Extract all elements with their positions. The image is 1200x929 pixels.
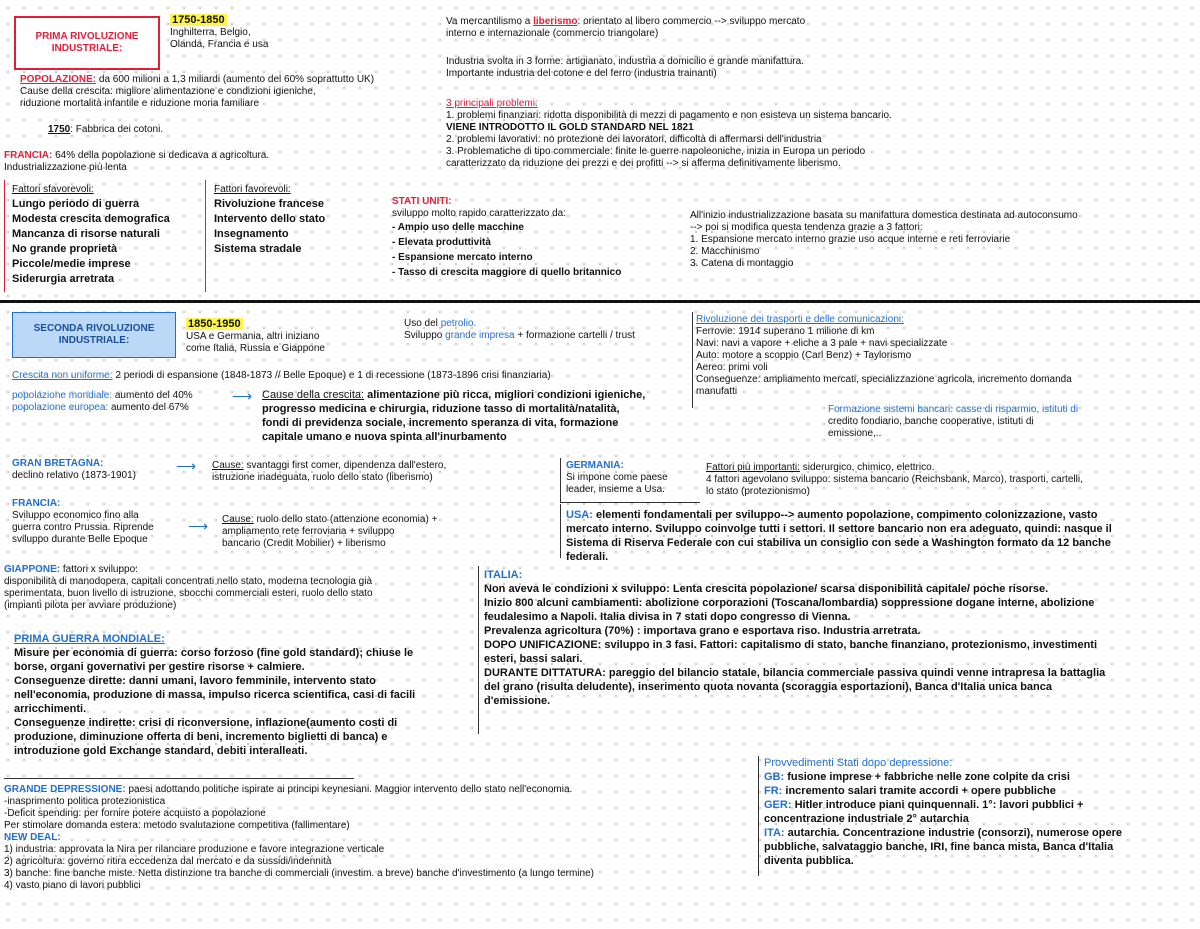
sviluppo-text: + formazione cartelli / trust [517,330,635,341]
year-1750-label: 1750 [48,124,71,135]
fr-line-3: sviluppo durante Belle Epoque [12,534,148,545]
mercant-line-2: interno e internazionale (commercio triangolare) [446,28,659,39]
fav-item-3: Insegnamento [214,228,289,240]
industria-block [446,56,804,80]
cause-line-2: progresso medicina e chirurgia, riduzione tasso di mortalità/natalità, [262,403,620,415]
industria-line-1: Industria svolta in 3 forme: artigianato, industria a domicilio e grande manifattura. [446,56,804,67]
pop-growth-block [12,390,193,414]
gb-cause-block [212,460,446,484]
prov-label-2: FR: [764,785,783,797]
banc-line-1: Formazione sistemi bancari: casse di risparmio, istituti di [828,404,1079,415]
jp-line-3: (impianti pilota per avviare produzione) [4,600,177,611]
francia-text: 64% della popolazione si dedicava a agricoltura. [55,150,270,161]
prov-title: Provvedimenti Stati dopo depressione: [764,757,953,769]
banc-block [828,404,1078,440]
usa-first-item-1: - Ampio uso delle macchine [392,222,524,233]
popolazione-block [20,74,374,110]
manif-line-3: 1. Espansione mercato interno grazie uso acque interne e reti ferroviarie [690,234,1011,245]
mercantilismo-block [446,16,805,40]
francia-label: FRANCIA: [4,150,53,161]
fav-title: Fattori favorevoli: [214,184,291,195]
it-block [484,568,1105,708]
trasporti-line-5: Conseguenze: ampliamento mercati, specializzazione agricola, incremento domanda [696,374,1072,385]
banc-line-3: emissione,.. [828,428,882,439]
gd-line-2: -Deficit spending: per fornire potere acquisto a popolazione [4,808,266,819]
fav-item-4: Sistema stradale [214,243,302,255]
trasporti-divider [692,312,693,408]
petrolio-block [404,318,635,342]
second-dates: 1850-1950 [188,318,241,330]
ww1-line-6: Conseguenze indirette: crisi di riconversione, inflazione(aumento costi di [14,717,398,729]
year-1750-block [48,124,163,136]
manif-line-2: --> poi si modifica questa tendenza grazie a 3 fattori: [690,222,923,233]
sfav-item-4: No grande proprietà [12,243,118,255]
pop-eur-label: popolazione europea: [12,402,109,413]
ww1-underline [4,778,354,779]
jp-title: GIAPPONE: [4,564,61,575]
prov-label-1: GB: [764,771,785,783]
ww1-title: PRIMA GUERRA MONDIALE: [14,633,165,645]
fr-title: FRANCIA: [12,498,61,509]
de-block [566,460,668,496]
de-title: GERMANIA: [566,460,624,471]
it-line-5: DOPO UNIFICAZIONE: sviluppo in 3 fasi. Fattori: capitalismo di stato, banche finanziano, protezionismo, investimenti [484,639,1098,651]
problemi-block [446,98,892,170]
it-divider [478,566,479,734]
usa-second-line-4: federali. [566,551,609,563]
fr-cause-line-1: ruolo dello stato (attenzione economia) + [256,514,438,525]
sfav-list [12,182,170,287]
manifattura-block [690,210,1078,270]
it-title: ITALIA: [484,569,523,581]
trasporti-line-1: Ferrovie: 1914 superano 1 milione di km [696,326,875,337]
gb-text: declino relativo (1873-1901) [12,470,136,481]
jp-line-1: disponibilità di manodopera, capitali concentrati nello stato, moderna tecnologia già [4,576,373,587]
fr-cause-line-2: ampliamento rete ferroviaria + sviluppo [222,526,395,537]
trasporti-block [696,314,1072,398]
it-line-3: feudalesimo a Napoli. Italia divisa in 7 stati dopo congresso di Vienna. [484,611,851,623]
prov-block [764,756,1122,868]
trasporti-title: Rivoluzione dei trasporti e delle comunicazioni: [696,314,904,325]
prov-label-3: GER: [764,799,792,811]
manif-line-4: 2. Macchinismo [690,246,760,257]
prov-label-5: ITA: [764,827,785,839]
usa-second-line-3: Sistema di Riserva Federale con cui stabiliva un consiglio con sede a Washington formato da 12 banche [566,537,1111,549]
prov-text-6: pubbliche, salvataggio banche, IRI, fine banca mista, Banca d'Italia [764,841,1114,853]
de-fatt-line-3: lo stato (protezionismo) [706,486,810,497]
usa-first-block [392,196,621,280]
francia-block [4,150,269,174]
problemi-title: 3 principali problemi: [446,98,538,109]
nd-line-4: 4) vasto piano di lavori pubblici [4,880,141,891]
de-divider [560,458,561,502]
de-fattori-block [706,462,1083,498]
manif-line-5: 3. Catena di montaggio [690,258,794,269]
gd-block [4,784,594,892]
de-fatt-line-1: siderurgico, chimico, elettrico. [802,462,935,473]
uso-petrolio: petrolio. [440,318,477,329]
ww1-line-1: Misure per economia di guerra: corso forzoso (fine gold standard); chiuse le [14,647,414,659]
sfav-item-2: Modesta crescita demografica [12,213,170,225]
usa-second-block [566,508,1112,564]
sviluppo-label: Sviluppo [404,330,443,341]
gb-cause-line-2: istruzione inadeguata, ruolo dello stato (liberismo) [212,472,433,483]
usa-first-item-2: - Elevata produttività [392,237,491,248]
usa-second-line-1: elementi fondamentali per sviluppo--> aumento popolazione, compimento colonizzazione, vasto [595,509,1098,521]
crescita-label: Crescita non uniforme: [12,370,113,381]
gb-cause-line-1: svantaggi first comer, dipendenza dall'estero, [246,460,447,471]
first-countries-1: Inghilterra, Belgio, [170,27,251,38]
usa-first-item-4: - Tasso di crescita maggiore di quello britannico [392,267,622,278]
it-line-7: DURANTE DITTATURA: pareggio del bilancio statale, bilancia commerciale passiva quindi venne intrapresa la battaglia [484,667,1106,679]
it-line-1: Non aveva le condizioni x sviluppo: Lenta crescita popolazione/ scarsa disponibilità capitale/ poche risorse. [484,583,1049,595]
cause-line-4: capitale umano e nuova spinta all'inurbamento [262,431,507,443]
ww1-line-8: introduzione gold Exchange standard, debiti interalleati. [14,745,308,757]
fr-line-1: Sviluppo economico fino alla [12,510,139,521]
popolazione-line-2: riduzione mortalità infantile e riduzione moria familiare [20,98,259,109]
trasporti-line-4: Aereo: primi voli [696,362,768,373]
sviluppo-grande-impresa: grande impresa [445,330,515,341]
first-revolution-title: PRIMA RIVOLUZIONE INDUSTRIALE: [35,31,139,54]
it-line-9: d'emissione. [484,695,551,707]
fr-cause-label: Cause: [222,514,254,525]
prov-text-1: fusione imprese + fabbriche nelle zone colpite da crisi [787,771,1070,783]
de-fatt-label: Fattori più importanti: [706,462,800,473]
gd-line-1: -inasprimento politica protezionistica [4,796,166,807]
gb-cause-label: Cause: [212,460,244,471]
fav-item-1: Rivoluzione francese [214,198,325,210]
cause-label: Cause della crescita: [262,389,365,401]
problemi-line-2: VIENE INTRODOTTO IL GOLD STANDARD NEL 1821 [446,122,694,133]
fr-line-2: guerra contro Prussia. Riprende [12,522,154,533]
popolazione-line-1: Cause della crescita: migliore alimentazione e condizioni igieniche, [20,86,316,97]
fr-cause-block [222,514,437,550]
prov-text-7: diventa pubblica. [764,855,854,867]
mercant-liberismo: liberismo [533,16,578,27]
de-line-2: leader, insieme a Usa. [566,484,665,495]
banc-line-2: credito fondiario, banche cooperative, istituti di [828,416,1034,427]
it-line-2: Inizio 800 alcuni cambiamenti: abolizione corporazioni (Toscana/lombardia) soppressione dogane interne, abolizione [484,597,1095,609]
prov-text-5: autarchia. Concentrazione industrie (consorzi), numerose opere [787,827,1122,839]
sfav-divider [4,180,5,292]
sfav-item-5: Piccole/medie imprese [12,258,131,270]
cause-line-3: fondi di previdenza sociale, incremento speranza di vita, formazione [262,417,619,429]
problemi-line-3: 2. problemi lavorativi: no protezione dei lavoratori, difficoltà di affermarsi dell'industria [446,134,822,145]
prov-text-3: Hitler introduce piani quinquennali. 1°: lavori pubblici + [794,799,1084,811]
popolazione-text: da 600 milioni a 1,3 miliardi (aumento del 60% soprattutto UK) [98,74,375,85]
ww1-line-4: nell'economia, produzione di massa, impulso ricerca scientifica, casi di facili [14,689,416,701]
nd-line-2: 2) agricoltura: governo ritira eccedenza dal mercato e da sussidi/indennità [4,856,332,867]
nd-title: NEW DEAL: [4,832,61,843]
crescita-text: 2 periodi di espansione (1848-1873 // Belle Epoque) e 1 di recessione (1873-1896 crisi finanziaria) [115,370,551,381]
usa-first-title: STATI UNITI: [392,196,452,207]
prov-text-2: incremento salari tramite accordi + opere pubbliche [785,785,1056,797]
second-revolution-title: SECONDA RIVOLUZIONE INDUSTRIALE: [33,323,155,346]
fr-cause-line-3: bancario (Credit Mobilier) + liberismo [222,538,386,549]
ww1-block [14,632,415,758]
fr-arrow-icon: ⟶ [188,518,209,534]
second-dates-block [186,318,325,355]
first-dates-block [170,14,268,51]
jp-head: fattori x sviluppo: [62,564,138,575]
uso-label: Uso del [404,318,438,329]
de-fatt-line-2: 4 fattori agevolano sviluppo: sistema bancario (Reichsbank, Marco), trasporti, cartelli, [706,474,1083,485]
cause-arrow-icon: ⟶ [232,388,253,404]
prov-text-4: concentrazione industriale 2° autarchia [764,813,969,825]
section-divider [0,300,1200,303]
de-line-1: Si impone come paese [566,472,668,483]
first-revolution-title-box [14,16,160,70]
it-line-4: Prevalenza agricoltura (70%) : importava grano e esportava riso. Industria arretrata. [484,625,921,637]
jp-block [4,564,373,612]
jp-line-2: sperimentata, buon livello di istruzione, sbocchi commerciali esteri, ruolo dello stato [4,588,373,599]
usa-divider [560,504,561,558]
trasporti-line-3: Auto: motore a scoppio (Carl Benz) + Taylorismo [696,350,912,361]
fav-list [214,182,325,257]
sfav-title: Fattori sfavorevoli: [12,184,94,195]
gd-title: GRANDE DEPRESSIONE: [4,784,126,795]
it-line-6: esteri, bassi salari. [484,653,583,665]
sfav-item-6: Siderurgia arretrata [12,273,115,285]
de-divider-bottom [560,502,700,503]
mercant-c: : orientato al libero commercio --> sviluppo mercato [577,16,806,27]
gb-block [12,458,136,482]
nd-line-1: 1) industria: approvata la Nira per rilanciare produzione e favore integrazione verticale [4,844,385,855]
it-line-8: del grano (risulta deludente), inserimento quota novanta (scoraggia esportazioni), Banca d'Italia unica banca [484,681,1052,693]
pop-mond-label: popolazione mondiale: [12,390,113,401]
second-countries-1: USA e Germania, altri iniziano [186,331,320,342]
cause-crescita-block [262,388,645,444]
ww1-line-7: produzione, diminuzione offerta di beni, incremento biglietti di banca) e [14,731,388,743]
trasporti-line-6: manufatti [696,386,738,397]
problemi-line-5: caratterizzato da riduzione dei prezzi e dei profitti --> si afferma definitivamente liberismo. [446,158,841,169]
fav-item-2: Intervento dello stato [214,213,326,225]
problemi-line-4: 3. Problematiche di tipo commerciale: finite le guerre napoleoniche, inizia in Europa un periodo [446,146,866,157]
first-countries-2: Olanda, Francia e usa [170,39,269,50]
crescita-block [12,370,551,382]
sfav-item-1: Lungo periodo di guerra [12,198,140,210]
gd-line-3: Per stimolare domanda estera: metodo svalutazione competitiva (fallimentare) [4,820,350,831]
mercant-a: Va mercantilismo a [446,16,531,27]
popolazione-label: POPOLAZIONE: [20,74,97,85]
year-1750-text: : Fabbrica dei cotoni. [70,124,164,135]
cause-line-1: alimentazione più ricca, migliori condizioni igieniche, [367,389,646,401]
industria-line-2: Importante industria del cotone e del ferro (industria trainanti) [446,68,717,79]
first-dates: 1750-1850 [172,14,225,26]
usa-first-intro: sviluppo molto rapido caratterizzato da: [392,208,566,219]
ww1-line-3: Conseguenze dirette: danni umani, lavoro femminile, intervento stato [14,675,376,687]
usa-second-label: USA: [566,509,593,521]
pop-eur-text: aumento del 67% [110,402,189,413]
ww1-line-5: arricchimenti. [14,703,87,715]
trasporti-line-2: Navi: navi a vapore + eliche a 3 pale + navi specializzate [696,338,948,349]
prov-divider [758,756,759,876]
gb-title: GRAN BRETAGNA: [12,458,104,469]
pop-mond-text: aumento del 40% [114,390,193,401]
francia-line-2: Industrializzazione più lenta [4,162,127,173]
fr-block [12,498,154,546]
second-countries-2: come Italia, Russia e Giappone [186,343,325,354]
usa-second-line-2: mercato interno. Sviluppo coinvolge tutti i settori. Il settore bancario non era adeguato, quindi: nasque il [566,523,1112,535]
usa-first-item-3: - Espansione mercato interno [392,252,533,263]
fav-divider [205,180,206,292]
sfav-item-3: Mancanza di risorse naturali [12,228,160,240]
manif-line-1: All'inizio industrializzazione basata su manifattura domestica destinata ad autoconsumo [690,210,1078,221]
nd-line-3: 3) banche: fine banche miste. Netta distinzione tra banche di commerciali (investim. a breve) banche d'investimento (a lungo termine) [4,868,594,879]
second-revolution-title-box [12,312,176,358]
gb-arrow-icon: ⟶ [176,458,197,474]
gd-head: paesi adottando politiche ispirate ai principi keynesiani. Maggior intervento dello stato nell'economia. [128,784,573,795]
problemi-line-1: 1. problemi finanziari: ridotta disponibilità di mezzi di pagamento e non esisteva un sistema bancario. [446,110,892,121]
ww1-line-2: borse, organi governativi per gestire risorse + calmiere. [14,661,305,673]
